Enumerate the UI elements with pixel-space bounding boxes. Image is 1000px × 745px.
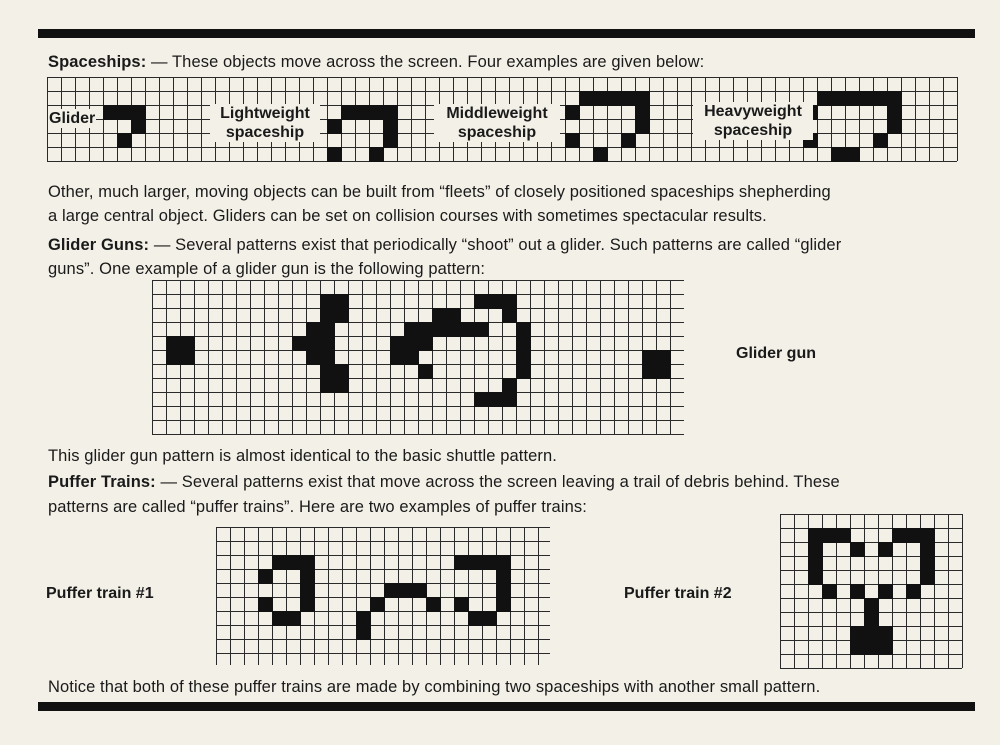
puffer-1-cell [384, 583, 399, 598]
middleweight-label-line2: spaceship [457, 124, 537, 141]
puffer-1-cell [398, 583, 413, 598]
spaceship-cell [341, 105, 356, 120]
puffer-2-cell [850, 626, 865, 641]
puffer-1-cell [258, 569, 273, 584]
puffer-trains-closing: Notice that both of these puffer trains are made by combining two spaceships with another small pattern. [48, 678, 821, 696]
puffer-2-cell [850, 640, 865, 655]
glider-gun-cell [516, 322, 531, 337]
spaceship-cell [369, 105, 384, 120]
spaceship-cell [845, 147, 860, 162]
glider-gun-cell [320, 350, 335, 365]
puffer-2-cell [864, 626, 879, 641]
spaceship-cell [355, 105, 370, 120]
glider-gun-cell [642, 364, 657, 379]
spaceship-cell [873, 91, 888, 106]
glider-gun-cell [334, 378, 349, 393]
puffer-2-cell [850, 584, 865, 599]
heavyweight-label-line2: spaceship [713, 122, 793, 139]
glider-gun-cell [334, 308, 349, 323]
spaceship-cell [593, 91, 608, 106]
spaceship-cell [117, 133, 132, 148]
glider-gun-cell [432, 322, 447, 337]
spaceships-intro-line [48, 52, 704, 72]
spaceship-cell [565, 133, 580, 148]
spaceship-cell [635, 91, 650, 106]
puffer-2-cell [808, 570, 823, 585]
puffer-1-cell [286, 555, 301, 570]
spaceship-cell [607, 91, 622, 106]
glider-gun-cell [474, 322, 489, 337]
spaceship-cell [635, 105, 650, 120]
spaceship-cell [565, 105, 580, 120]
spaceship-cell [621, 133, 636, 148]
spaceship-cell [635, 119, 650, 134]
glider-gun-cell [320, 322, 335, 337]
puffer-trains-line2: patterns are called “puffer trains”. Here are two examples of puffer trains: [48, 498, 587, 516]
spaceship-cell [817, 91, 832, 106]
puffer-train-2-label: Puffer train #2 [624, 585, 732, 602]
puffer-2-cell [836, 528, 851, 543]
puffer-1-cell [426, 597, 441, 612]
glider-gun-cell [306, 350, 321, 365]
glider-gun-cell [292, 336, 307, 351]
glider-gun-cell [502, 294, 517, 309]
glider-gun-cell [320, 308, 335, 323]
spaceship-cell [873, 133, 888, 148]
spaceship-cell [369, 147, 384, 162]
spaceship-cell [131, 119, 146, 134]
puffer-2-cell [808, 542, 823, 557]
glider-gun-cell [516, 336, 531, 351]
puffer-1-cell [468, 611, 483, 626]
glider-gun-cell [320, 378, 335, 393]
heavyweight-label-line1: Heavyweight [704, 103, 802, 120]
puffer-1-cell [356, 625, 371, 640]
spaceship-cell [327, 147, 342, 162]
glider-guns-text1: — Several patterns exist that periodically “shoot” out a glider. Such patterns are called “glider [149, 236, 842, 254]
glider-gun-cell [166, 336, 181, 351]
puffer-2-cell [878, 640, 893, 655]
puffer-2-cell [850, 542, 865, 557]
heavyweight-label [693, 102, 813, 140]
glider-gun-cell [460, 322, 475, 337]
spaceships-intro: — These objects move across the screen. Four examples are given below: [146, 53, 705, 71]
puffer-1-cell [272, 611, 287, 626]
puffer-1-cell [482, 611, 497, 626]
middleweight-label [434, 104, 560, 142]
glider-gun-cell [320, 294, 335, 309]
puffer-1-cell [468, 555, 483, 570]
spaceship-cell [621, 91, 636, 106]
puffer-train-1-grid [216, 527, 550, 665]
puffer-2-cell [920, 528, 935, 543]
puffer-2-cell [864, 598, 879, 613]
glider-gun-cell [390, 336, 405, 351]
glider-gun-cell [502, 378, 517, 393]
puffer-2-cell [864, 612, 879, 627]
spaceship-cell [383, 105, 398, 120]
spaceship-cell [131, 105, 146, 120]
glider-gun-cell [446, 322, 461, 337]
puffer-trains-heading: Puffer Trains: [48, 473, 156, 491]
puffer-1-cell [300, 555, 315, 570]
glider-gun-cell [474, 392, 489, 407]
spaceship-cell [103, 105, 118, 120]
spaceship-cell [859, 91, 874, 106]
spaceships-para-line2: a large central object. Gliders can be set on collision courses with sometimes spectacular results. [48, 207, 767, 225]
glider-gun-cell [516, 350, 531, 365]
puffer-2-cell [906, 528, 921, 543]
top-rule [38, 29, 975, 38]
puffer-2-cell [920, 556, 935, 571]
puffer-1-cell [496, 569, 511, 584]
spaceship-cell [831, 147, 846, 162]
spaceship-cell [117, 105, 132, 120]
glider-gun-cell [446, 308, 461, 323]
bottom-rule [38, 702, 975, 711]
puffer-1-cell [482, 555, 497, 570]
puffer-2-cell [920, 570, 935, 585]
spaceship-cell [887, 91, 902, 106]
glider-gun-cell [488, 392, 503, 407]
glider-gun-cell [642, 350, 657, 365]
puffer-1-cell [300, 597, 315, 612]
puffer-1-cell [412, 583, 427, 598]
puffer-2-cell [822, 584, 837, 599]
glider-gun-cell [390, 350, 405, 365]
glider-gun-cell [488, 294, 503, 309]
puffer-2-cell [864, 640, 879, 655]
spaceships-heading: Spaceships: [48, 53, 147, 71]
spaceship-cell [327, 119, 342, 134]
puffer-1-cell [272, 555, 287, 570]
glider-gun-cell [502, 392, 517, 407]
spaceship-cell [579, 91, 594, 106]
puffer-2-cell [808, 528, 823, 543]
glider-guns-heading: Glider Guns: [48, 236, 150, 254]
puffer-1-cell [496, 597, 511, 612]
glider-gun-cell [418, 364, 433, 379]
glider-gun-cell [418, 322, 433, 337]
glider-gun-cell [474, 294, 489, 309]
puffer-2-cell [920, 542, 935, 557]
spaceship-cell [383, 133, 398, 148]
glider-gun-cell [404, 322, 419, 337]
glider-gun-cell [404, 336, 419, 351]
puffer-2-cell [892, 528, 907, 543]
glider-gun-cell [306, 336, 321, 351]
middleweight-label-line1: Middleweight [446, 105, 548, 122]
glider-label: Glider [49, 110, 96, 127]
puffer-2-cell [808, 556, 823, 571]
puffer-2-cell [878, 584, 893, 599]
puffer-2-cell [878, 626, 893, 641]
puffer-1-cell [370, 597, 385, 612]
puffer-1-cell [454, 555, 469, 570]
glider-gun-cell [320, 364, 335, 379]
glider-gun-cell [180, 350, 195, 365]
glider-gun-cell [656, 350, 671, 365]
puffer-trains-line1 [48, 472, 840, 492]
puffer-trains-text1: — Several patterns exist that move across the screen leaving a trail of debris behind. These [155, 473, 840, 491]
glider-guns-line2: guns”. One example of a glider gun is the following pattern: [48, 260, 486, 278]
spaceship-cell [383, 119, 398, 134]
glider-gun-cell [516, 364, 531, 379]
glider-gun-cell [418, 336, 433, 351]
puffer-1-cell [496, 555, 511, 570]
spaceships-para-line1: Other, much larger, moving objects can be built from “fleets” of closely positioned spaceships shepherding [48, 183, 831, 201]
glider-gun-cell [334, 364, 349, 379]
glider-gun-cell [180, 336, 195, 351]
puffer-1-cell [300, 583, 315, 598]
lightweight-label [210, 104, 320, 142]
spaceship-cell [845, 91, 860, 106]
puffer-train-2-grid [780, 514, 966, 672]
glider-gun-grid [152, 280, 684, 442]
glider-gun-cell [166, 350, 181, 365]
puffer-1-cell [454, 597, 469, 612]
puffer-2-cell [878, 542, 893, 557]
glider-guns-line1 [48, 235, 841, 255]
glider-gun-cell [320, 336, 335, 351]
puffer-1-cell [300, 569, 315, 584]
spaceship-cell [593, 147, 608, 162]
glider-gun-cell [432, 308, 447, 323]
puffer-1-cell [356, 611, 371, 626]
puffer-1-cell [258, 597, 273, 612]
puffer-2-cell [906, 584, 921, 599]
spaceship-cell [831, 91, 846, 106]
glider-gun-cell [656, 364, 671, 379]
glider-gun-cell [502, 308, 517, 323]
puffer-1-cell [496, 583, 511, 598]
lightweight-label-line2: spaceship [225, 124, 305, 141]
glider-gun-cell [306, 322, 321, 337]
spaceship-cell [887, 105, 902, 120]
glider-gun-label: Glider gun [736, 345, 816, 362]
glider-gun-cell [404, 350, 419, 365]
lightweight-label-line1: Lightweight [220, 105, 310, 122]
glider-gun-cell [334, 294, 349, 309]
puffer-2-cell [822, 528, 837, 543]
glider-gun-caption: This glider gun pattern is almost identical to the basic shuttle pattern. [48, 447, 557, 465]
spaceship-cell [887, 119, 902, 134]
puffer-1-cell [286, 611, 301, 626]
puffer-train-1-label: Puffer train #1 [46, 585, 154, 602]
